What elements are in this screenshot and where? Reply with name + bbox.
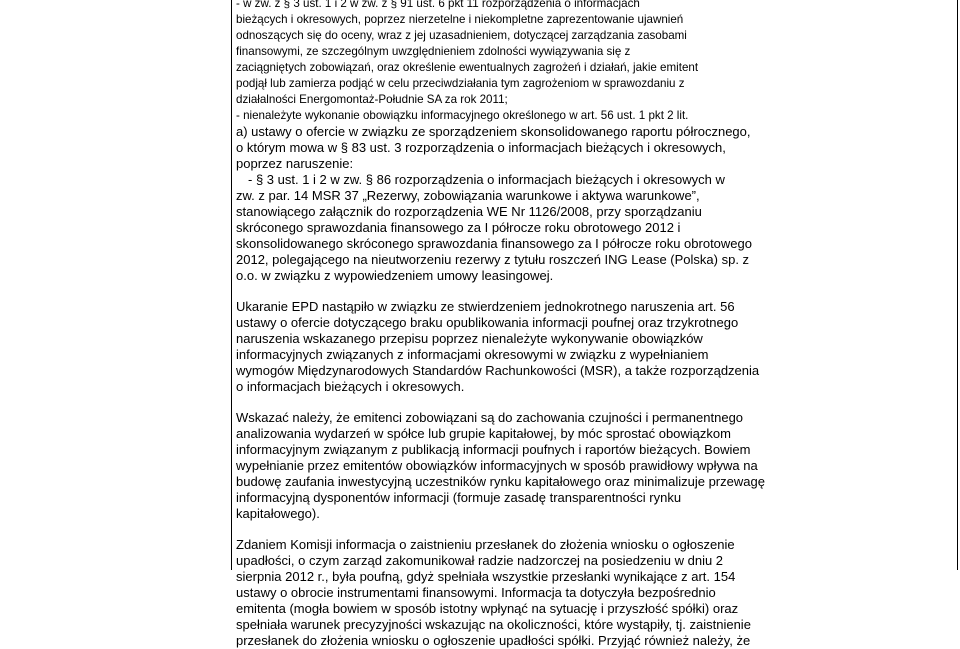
text-line: ustawy o obrocie instrumentami finansowymi. Informacja ta dotyczyła bezpośrednio <box>236 585 716 600</box>
table-left-border <box>231 0 232 570</box>
paragraph-3 <box>236 299 952 395</box>
text-line: - § 3 ust. 1 i 2 w zw. § 86 rozporządzenia o informacjach bieżących i okresowych w <box>248 172 725 187</box>
text-line: działalności Energomontaż-Południe SA za rok 2011; <box>236 93 508 106</box>
table-right-border <box>957 0 958 570</box>
text-line: stanowiącego załącznik do rozporządzenia WE Nr 1126/2008, przy sporządzaniu <box>236 204 702 219</box>
text-line: o.o. w związku z wypowiedzeniem umowy leasingowej. <box>236 268 554 283</box>
text-line: poprzez naruszenie: <box>236 156 354 171</box>
paragraph-5 <box>236 537 952 649</box>
text-line: sierpnia 2012 r., była poufną, gdyż spełniała wszystkie przesłanki wynikające z art. 154 <box>236 569 736 584</box>
text-line: Zdaniem Komisji informacja o zaistnieniu przesłanek do złożenia wniosku o ogłoszenie <box>236 537 735 552</box>
text-line: finansowymi, ze szczególnym uwzględnieniem zdolności wywiązywania się z <box>236 45 631 58</box>
text-line: - w zw. z § 3 ust. 1 i 2 w zw. z § 91 ust. 6 pkt 11 rozporządzenia o informacjach <box>236 0 640 10</box>
text-line: analizowania wydarzeń w spółce lub grupie kapitałowej, by móc sprostać obowiązkom <box>236 426 731 441</box>
text-line: spełniała warunek precyzyjności wskazując na okoliczności, które wystąpiły, tj. zaistnienie <box>236 617 751 632</box>
text-line: budowę zaufania inwestycyjną uczestników rynku kapitałowego oraz minimalizuje przewagę <box>236 474 765 489</box>
text-line: podjął lub zamierza podjąć w celu przeciwdziałania tym zagrożeniom w sprawozdaniu z <box>236 77 685 90</box>
paragraph-1 <box>236 0 952 108</box>
text-line: skróconego sprawozdania finansowego za I półrocze roku obrotowego 2012 i <box>236 220 681 235</box>
text-line: informacyjnych związanych z informacjami okresowymi w związku z wypełnianiem <box>236 347 709 362</box>
text-line: zw. z par. 14 MSR 37 „Rezerwy, zobowiązania warunkowe i aktywa warunkowe”, <box>236 188 700 203</box>
text-line: o którym mowa w § 83 ust. 3 rozporządzenia o informacjach bieżących i okresowych, <box>236 140 726 155</box>
text-line: wymogów Międzynarodowych Standardów Rachunkowości (MSR), a także rozporządzenia <box>236 363 760 378</box>
text-line: Ukaranie EPD nastąpiło w związku ze stwierdzeniem jednokrotnego naruszenia art. 56 <box>236 299 735 314</box>
paragraph-2 <box>236 108 952 284</box>
paragraph-4 <box>236 410 952 522</box>
table-cell-content <box>236 0 952 649</box>
text-line: a) ustawy o ofercie w związku ze sporządzeniem skonsolidowanego raportu półrocznego, <box>236 124 751 139</box>
text-line: kapitałowego). <box>236 506 320 521</box>
text-line: odnoszących się do oceny, wraz z jej uzasadnieniem, dotyczącej zarządzania zasobami <box>236 29 687 42</box>
text-line: o informacjach bieżących i okresowych. <box>236 379 465 394</box>
text-line: 2012, polegającego na nieutworzeniu rezerwy z tytułu roszczeń ING Lease (Polska) sp. z <box>236 252 750 267</box>
text-line: ustawy o ofercie dotyczącego braku opublikowania informacji poufnej oraz trzykrotnego <box>236 315 739 330</box>
text-line: wypełnianie przez emitentów obowiązków informacyjnych w sposób prawidłowy wpływa na <box>236 458 758 473</box>
text-line: przesłanek do złożenia wniosku o ogłoszenie upadłości spółki. Przyjąć również należy, że <box>236 633 751 648</box>
text-line: Wskazać należy, że emitenci zobowiązani są do zachowania czujności i permanentnego <box>236 410 744 425</box>
text-line: informacyjną dysponentów informacji (formuje zasadę transparentności rynku <box>236 490 682 505</box>
text-line: emitenta (mogła bowiem w sposób istotny wpłynąć na sytuację i przyszłość spółki) oraz <box>236 601 739 616</box>
text-line: bieżących i okresowych, poprzez nierzetelne i niekompletne zaprezentowanie ujawnień <box>236 13 684 26</box>
text-line: - nienależyte wykonanie obowiązku informacyjnego określonego w art. 56 ust. 1 pkt 2 lit. <box>236 109 689 122</box>
text-line: informacyjnym związanym z publikacją informacji poufnych i raportów bieżących. Bowiem <box>236 442 751 457</box>
text-line: zaciągniętych zobowiązań, oraz określenie ewentualnych zagrożeń i działań, jakie emitent <box>236 61 699 74</box>
text-line: upadłości, o czym zarząd zakomunikował radzie nadzorczej na posiedzeniu w dniu 2 <box>236 553 724 568</box>
text-line: naruszenia wskazanego przepisu poprzez nienależyte wykonywanie obowiązków <box>236 331 703 346</box>
text-line: skonsolidowanego skróconego sprawozdania finansowego za I półrocze roku obrotowego <box>236 236 752 251</box>
